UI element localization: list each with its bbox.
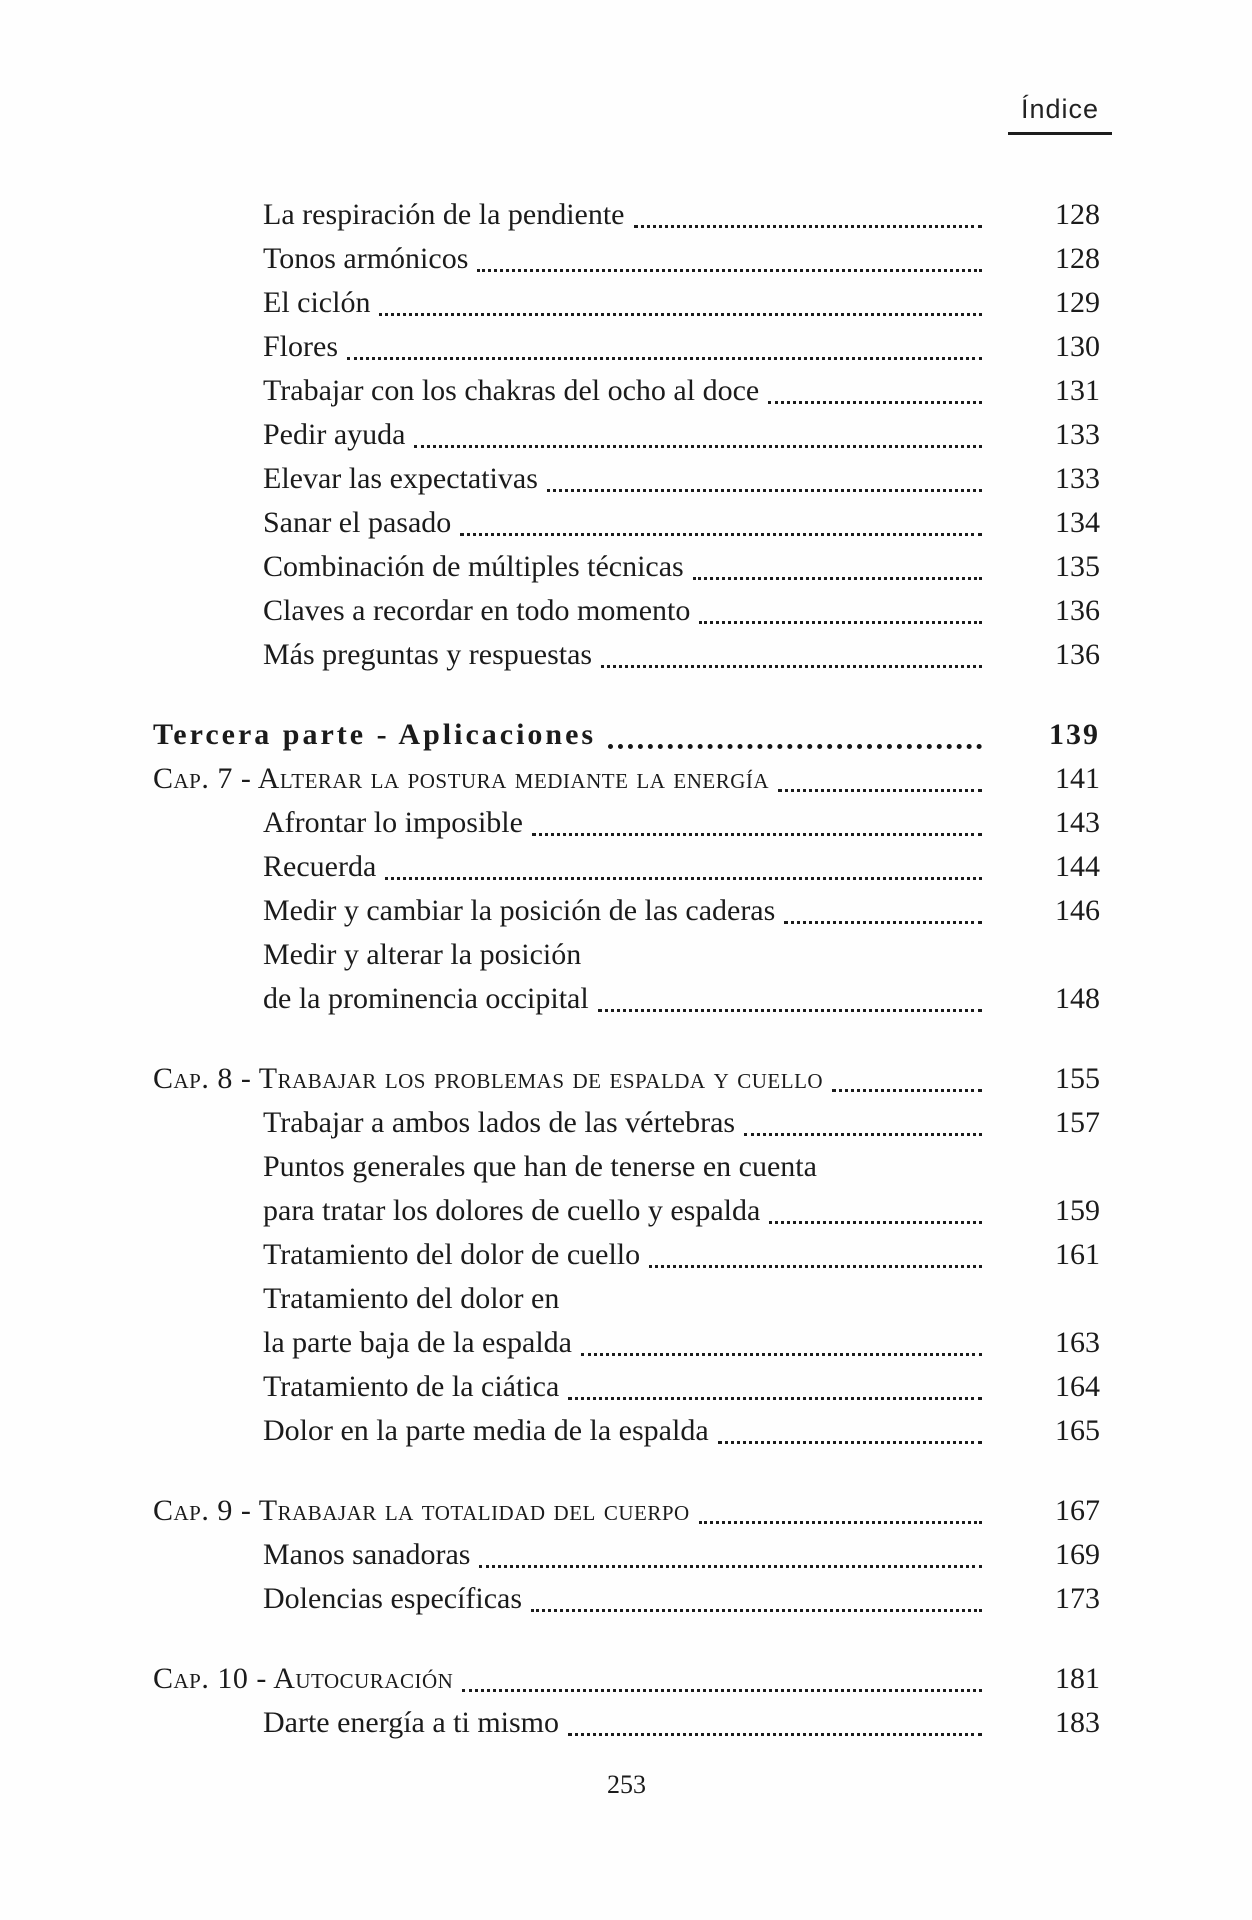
toc-entry [153,1701,1100,1745]
toc-entry [153,845,1100,889]
toc-entry-continuation [153,1145,1100,1189]
dot-leader [778,789,982,792]
toc-entry-label: para tratar los dolores de cuello y espalda [263,1194,761,1227]
toc-entry-label: Dolencias específicas [263,1582,523,1615]
dot-leader [347,357,982,360]
dot-leader [608,744,982,749]
toc-entry-label: La respiración de la pendiente [263,198,625,231]
toc-entry [153,281,1100,325]
toc-chapter-label: Cap. 9 - Trabajar la totalidad del cuerpo [153,1494,690,1527]
toc-entry-page: 164 [1055,1370,1100,1403]
toc-entry-page: 157 [1055,1106,1100,1139]
toc-entry-page: 136 [1055,594,1100,627]
toc-entry-label: Dolor en la parte media de la espalda [263,1414,709,1447]
dot-leader [769,1221,982,1224]
toc-entry [153,237,1100,281]
toc-entry-page: 143 [1055,806,1100,839]
toc-entry [153,1321,1100,1365]
toc-entry [153,413,1100,457]
toc-entry [153,193,1100,237]
dot-leader [832,1089,982,1092]
toc-entry-page: 165 [1055,1414,1100,1447]
toc-chapter-heading [153,757,1100,801]
toc-entry-label: Sanar el pasado [263,506,452,539]
toc-entry-page: 129 [1055,286,1100,319]
page-footer [153,1770,1100,1800]
toc-entry-page: 131 [1055,374,1100,407]
toc-entry-page: 146 [1055,894,1100,927]
toc-entry-continuation [153,933,1100,977]
dot-leader [598,1009,982,1012]
toc-entry [153,1577,1100,1621]
folio-page-number: 253 [607,1770,646,1799]
toc-entry-label: Trabajar con los chakras del ocho al doce [263,374,760,407]
dot-leader [718,1441,982,1444]
dot-leader [479,1565,982,1568]
toc-entry-page: 169 [1055,1538,1100,1571]
toc-entry-page: 183 [1055,1706,1100,1739]
dot-leader [379,313,982,316]
toc-entry [153,501,1100,545]
toc-entry-page: 144 [1055,850,1100,883]
dot-leader [768,401,982,404]
toc-entry [153,369,1100,413]
dot-leader [634,225,983,228]
toc-entry-label: la parte baja de la espalda [263,1326,572,1359]
toc-entry [153,633,1100,677]
toc-entry-page: 133 [1055,462,1100,495]
toc-entry [153,457,1100,501]
toc-entry-page: 134 [1055,506,1100,539]
toc-entry [153,1101,1100,1145]
toc-entry-label: Tratamiento del dolor de cuello [263,1238,641,1271]
toc-chapter-page: 155 [1055,1062,1100,1095]
dot-leader [462,1689,982,1692]
toc-entry-label: Tonos armónicos [263,242,469,275]
toc-entry-label: Claves a recordar en todo momento [263,594,691,627]
toc-entry [153,325,1100,369]
toc-entry-page: 130 [1055,330,1100,363]
dot-leader [581,1353,982,1356]
dot-leader [547,489,982,492]
dot-leader [784,921,982,924]
dot-leader [649,1265,982,1268]
dot-leader [385,877,982,880]
running-head [1008,94,1112,135]
toc-entry-label: Manos sanadoras [263,1538,471,1571]
toc-entry [153,1409,1100,1453]
toc-chapter-heading [153,1489,1100,1533]
dot-leader [460,533,982,536]
toc-entry-label: Afrontar lo imposible [263,806,523,839]
toc-chapter-label: Cap. 10 - Autocuración [153,1662,454,1695]
toc-part-heading [153,713,1100,757]
toc-entry-page: 128 [1055,198,1100,231]
toc-entry [153,801,1100,845]
toc-entry-label: El ciclón [263,286,371,319]
toc-entry-page: 135 [1055,550,1100,583]
toc-entry-page: 161 [1055,1238,1100,1271]
toc-entry-page: 128 [1055,242,1100,275]
toc-entry-label: Tratamiento del dolor en [263,1282,560,1315]
toc-entry-label: Tratamiento de la ciática [263,1370,560,1403]
toc-chapter-label: Cap. 7 - Alterar la postura mediante la energía [153,762,770,795]
dot-leader [532,833,982,836]
dot-leader [693,577,982,580]
toc-chapter-page: 141 [1055,762,1100,795]
toc-chapter-heading [153,1657,1100,1701]
toc-entry [153,1533,1100,1577]
toc-entry-label: Recuerda [263,850,377,883]
toc-chapter-page: 167 [1055,1494,1100,1527]
toc-entry-label: de la prominencia occipital [263,982,589,1015]
dot-leader [568,1397,982,1400]
dot-leader [568,1733,982,1736]
toc-entry-label: Flores [263,330,338,363]
toc-entry [153,545,1100,589]
toc-entry-continuation [153,1277,1100,1321]
toc-entry-label: Más preguntas y respuestas [263,638,593,671]
toc-entry-label: Medir y alterar la posición [263,938,582,971]
toc-entry [153,889,1100,933]
toc-entry [153,589,1100,633]
toc-entry-page: 133 [1055,418,1100,451]
toc-entry-page: 173 [1055,1582,1100,1615]
toc-entry [153,1189,1100,1233]
toc-entry-label: Elevar las expectativas [263,462,538,495]
toc-chapter-label: Cap. 8 - Trabajar los problemas de espalda y cuello [153,1062,824,1095]
toc-entry [153,1365,1100,1409]
toc-entry-page: 148 [1055,982,1100,1015]
toc-chapter-page: 181 [1055,1662,1100,1695]
toc-entry-page: 136 [1055,638,1100,671]
dot-leader [744,1133,982,1136]
table-of-contents [153,193,1100,1745]
toc-part-page: 139 [1049,718,1100,751]
dot-leader [699,1521,982,1524]
toc-entry-label: Puntos generales que han de tenerse en cuenta [263,1150,817,1183]
dot-leader [477,269,982,272]
toc-entry-label: Pedir ayuda [263,418,406,451]
toc-entry-label: Trabajar a ambos lados de las vértebras [263,1106,736,1139]
dot-leader [414,445,982,448]
toc-entry [153,977,1100,1021]
toc-entry-label: Darte energía a ti mismo [263,1706,560,1739]
page-title: Índice [1020,94,1100,124]
toc-part-label: Tercera parte - Aplicaciones [153,718,597,751]
toc-entry [153,1233,1100,1277]
dot-leader [601,665,982,668]
toc-entry-page: 163 [1055,1326,1100,1359]
toc-chapter-heading [153,1057,1100,1101]
dot-leader [531,1609,982,1612]
toc-entry-page: 159 [1055,1194,1100,1227]
toc-entry-label: Combinación de múltiples técnicas [263,550,684,583]
toc-entry-label: Medir y cambiar la posición de las caderas [263,894,776,927]
dot-leader [699,621,982,624]
